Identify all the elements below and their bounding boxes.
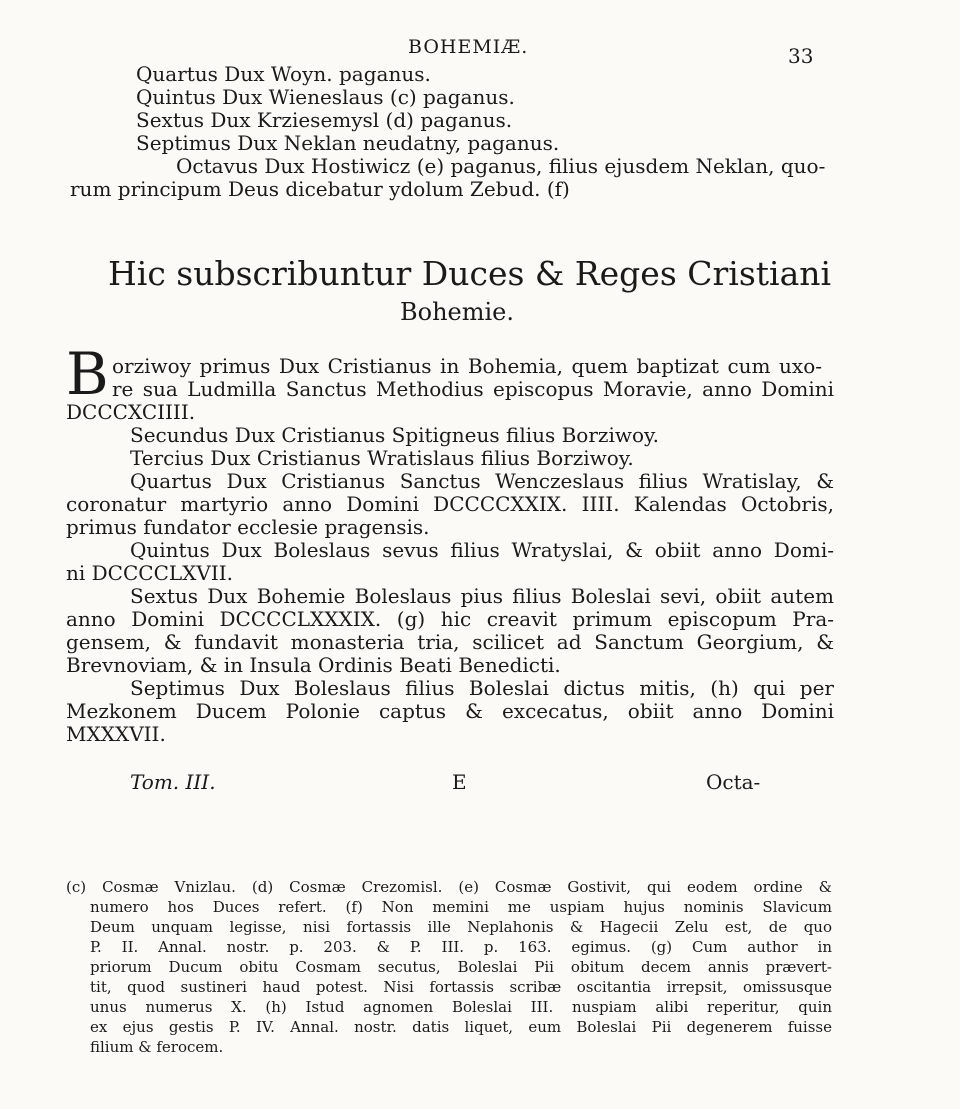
paragraph-line: Brevnoviam, & in Insula Ordinis Beati Benedicti.: [66, 653, 561, 677]
list-item: Septimus Dux Neklan neudatny, paganus.: [136, 131, 560, 155]
paragraph-line: re sua Ludmilla Sanctus Methodius episcopus Moravie, anno Domini: [112, 377, 834, 401]
drop-cap: B: [66, 340, 109, 408]
signature-mark: E: [452, 770, 467, 794]
footnote-line: (c) Cosmæ Vnizlau. (d) Cosmæ Crezomisl. (e) Cosmæ Gostivit, qui eodem ordine &: [66, 878, 832, 896]
footnote-line: unus numerus X. (h) Istud agnomen Boleslai III. nuspiam alibi reperitur, quin: [90, 998, 832, 1016]
footnote-line: filium & ferocem.: [90, 1038, 224, 1056]
page-number: 33: [788, 44, 814, 68]
list-item: rum principum Deus dicebatur ydolum Zebud. (f): [70, 177, 570, 201]
paragraph-line: Tercius Dux Cristianus Wratislaus filius Borziwoy.: [130, 446, 634, 470]
list-item: Quartus Dux Woyn. paganus.: [136, 62, 431, 86]
paragraph-line: anno Domini DCCCCLXXXIX. (g) hic creavit primum episcopum Pra-: [66, 607, 834, 631]
footnote-line: ex ejus gestis P. IV. Annal. nostr. datis liquet, eum Boleslai Pii degenerem fuisse: [90, 1018, 832, 1036]
paragraph-line: coronatur martyrio anno Domini DCCCCXXIX. IIII. Kalendas Octobris,: [66, 492, 834, 516]
footnote-line: numero hos Duces refert. (f) Non memini me uspiam hujus nominis Slavicum: [90, 898, 832, 916]
section-title: Hic subscribuntur Duces & Reges Cristiani: [108, 254, 832, 293]
footnote-line: priorum Ducum obitu Cosmam secutus, Boleslai Pii obitum decem annis prævert-: [90, 958, 832, 976]
paragraph-line: gensem, & fundavit monasteria tria, scilicet ad Sanctum Georgium, &: [66, 630, 834, 654]
footnote-line: tit, quod sustineri haud potest. Nisi fortassis scribæ oscitantia irrepsit, omissusque: [90, 978, 832, 996]
paragraph-line: primus fundator ecclesie pragensis.: [66, 515, 430, 539]
catchword: Octa-: [706, 770, 761, 794]
list-item: Quintus Dux Wieneslaus (c) paganus.: [136, 85, 515, 109]
list-item: Sextus Dux Krziesemysl (d) paganus.: [136, 108, 513, 132]
paragraph-line: Secundus Dux Cristianus Spitigneus filius Borziwoy.: [130, 423, 660, 447]
footnote-line: P. II. Annal. nostr. p. 203. & P. III. p. 163. egimus. (g) Cum author in: [90, 938, 832, 956]
section-subtitle: Bohemie.: [400, 298, 515, 326]
paragraph-line: ni DCCCCLXVII.: [66, 561, 234, 585]
paragraph-line: Sextus Dux Bohemie Boleslaus pius filius Boleslai sevi, obiit autem: [130, 584, 834, 608]
paragraph-line: MXXXVII.: [66, 722, 166, 746]
footnote-line: Deum unquam legisse, nisi fortassis ille Neplahonis & Hagecii Zelu est, de quo: [90, 918, 832, 936]
paragraph-line: orziwoy primus Dux Cristianus in Bohemia, quem baptizat cum uxo-: [112, 354, 822, 378]
volume-label: Tom. III.: [130, 770, 216, 794]
paragraph-line: Septimus Dux Boleslaus filius Boleslai dictus mitis, (h) qui per: [130, 676, 834, 700]
running-head: BOHEMIÆ.: [408, 36, 529, 58]
paragraph-line: Quartus Dux Cristianus Sanctus Wenczeslaus filius Wratislay, &: [130, 469, 834, 493]
list-item: Octavus Dux Hostiwicz (e) paganus, filius ejusdem Neklan, quo-: [176, 154, 826, 178]
paragraph-line: DCCCXCIIII.: [66, 400, 196, 424]
paragraph-line: Mezkonem Ducem Polonie captus & excecatus, obiit anno Domini: [66, 699, 834, 723]
paragraph-line: Quintus Dux Boleslaus sevus filius Wratyslai, & obiit anno Domi-: [130, 538, 834, 562]
